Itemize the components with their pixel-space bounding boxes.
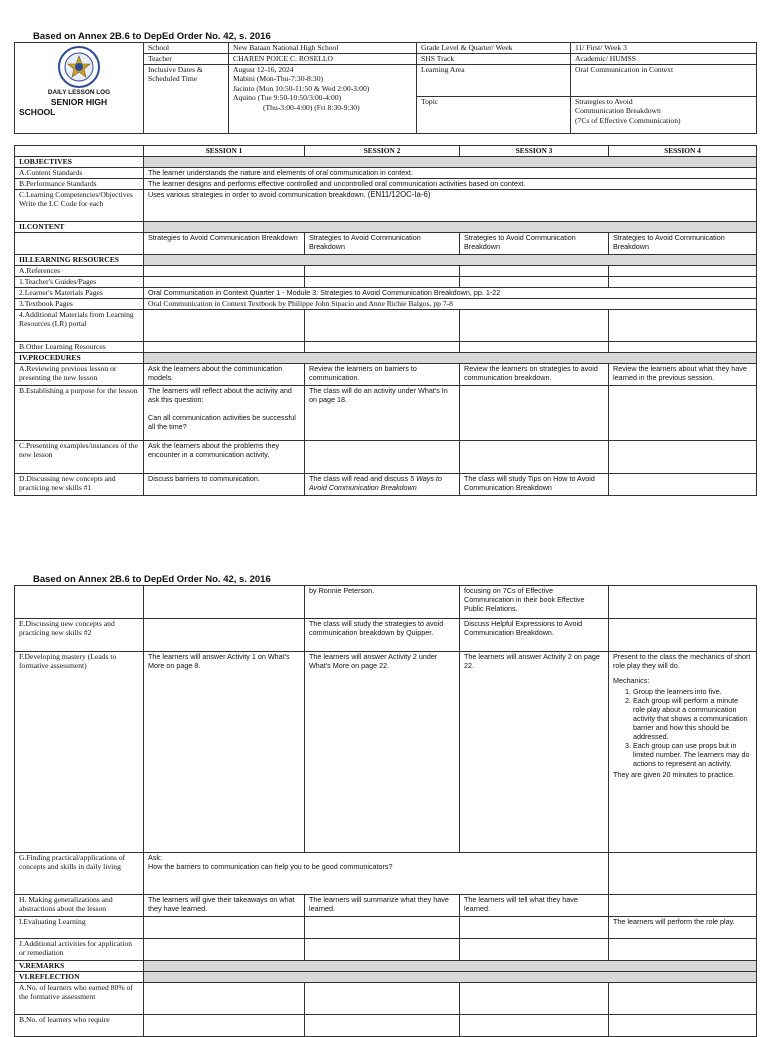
deped-seal-icon [58, 46, 100, 88]
content-s1: Strategies to Avoid Communication Breakdown [144, 233, 305, 255]
mechanics-list [613, 687, 752, 768]
procedure-f-s3: The learners will answer Activity 2 on page 22. [460, 652, 609, 853]
textbook-value: Oral Communication in Context Textbook by Philippe John Sipacio and Anne Richie Balgos, pp 7-8 [144, 299, 757, 310]
header-table [14, 42, 757, 134]
procedure-f-s4: Present to the class the mechanics of short role play they will do. Mechanics: 1. Group the learners into five. 2. Each group will perform a minute role play about a communication activity that shows a communication barrier and how this should be addressed. 3. Each group can use props but in limited number. The learners may do actions to represent an activity. They are given 20 minutes to practice. [609, 652, 757, 853]
remarks-heading: V.REMARKS [15, 961, 144, 972]
topic-label: Topic [417, 97, 571, 134]
procedure-g-value: Ask: How the barriers to communication can help you to be good communicators? [144, 853, 609, 895]
page-1 [0, 0, 768, 512]
procedure-e-s2: The class will study the strategies to avoid communication breakdown by Quipper. [305, 619, 460, 652]
reflection-heading: VI.REFLECTION [15, 972, 144, 983]
procedure-d-s2: The class will read and discuss 5 Ways to Avoid Communication Breakdown [305, 474, 460, 496]
content-heading: II.CONTENT [15, 222, 144, 233]
reflection-a-label: A.No. of learners who earned 80% of the formative assessment [15, 983, 144, 1015]
other-resources-label: B.Other Learning Resources [15, 342, 144, 353]
procedure-g-label: G.Finding practical/applications of concepts and skills in daily living [15, 853, 144, 895]
procedure-i-s4: The learners will perform the role play. [609, 917, 757, 939]
content-standards-value: The learner understands the nature and elements of oral communication in context. [144, 168, 757, 179]
objectives-heading: I.OBJECTIVES [15, 157, 144, 168]
procedure-b-s2: The class will do an activity under What's In on page 18. [305, 386, 460, 441]
textbook-label: 3.Textbook Pages [15, 299, 144, 310]
performance-standards-label: B.Performance Standards [15, 179, 144, 190]
resources-heading: III.LEARNING RESOURCES [15, 255, 144, 266]
content-s3: Strategies to Avoid Communication Breakdown [460, 233, 609, 255]
competencies-label: C.Learning Competencies/Objectives Write the LC Code for each [15, 190, 144, 222]
procedure-b-s1: The learners will reflect about the activity and ask this question: Can all communication activities be successful all the time? [144, 386, 305, 441]
mechanics-item: 3. Each group can use props but in limited number. The learners may do actions to represent an activity. [633, 741, 752, 768]
procedure-f-label: F.Developing mastery (Leads to formative assessment) [15, 652, 144, 853]
objectives-shade [144, 157, 757, 168]
lesson-table-page1 [14, 145, 757, 496]
session-3-header: SESSION 3 [460, 146, 609, 157]
track-label: SHS Track [417, 54, 571, 65]
grade-value: 11/ First/ Week 3 [571, 43, 757, 54]
teachers-guides-label: 1.Teacher's Guides/Pages [15, 277, 144, 288]
content-s4: Strategies to Avoid Communication Breakdown [609, 233, 757, 255]
grade-label: Grade Level & Quarter/ Week [417, 43, 571, 54]
area-value: Oral Communication in Context [571, 65, 757, 97]
resources-shade [144, 255, 757, 266]
school-label: School [144, 43, 229, 54]
references-label: A.References [15, 266, 144, 277]
procedure-j-label: J.Additional activities for application or remediation [15, 939, 144, 961]
reflection-shade [144, 972, 757, 983]
area-label: Learning Area [417, 65, 571, 97]
procedure-c-s1: Ask the learners about the problems they encounter in a communication activity. [144, 441, 305, 474]
mechanics-item: 1. Group the learners into five. [633, 687, 752, 696]
procedure-h-s3: The learners will tell what they have learned. [460, 895, 609, 917]
content-shade [144, 222, 757, 233]
reflection-b-label: B.No. of learners who require [15, 1015, 144, 1037]
procedure-a-s3: Review the learners on strategies to avoid communication breakdown. [460, 364, 609, 386]
procedure-h-s1: The learners will give their takeaways on what they have learned. [144, 895, 305, 917]
session-4-header: SESSION 4 [609, 146, 757, 157]
procedure-a-s1: Ask the learners about the communication models. [144, 364, 305, 386]
procedure-d-s1: Discuss barriers to communication. [144, 474, 305, 496]
school-value: New Bataan National High School [229, 43, 417, 54]
procedure-f-s1: The learners will answer Activity 1 on What's More on page 8. [144, 652, 305, 853]
procedures-heading: IV.PROCEDURES [15, 353, 144, 364]
lc-code: (EN11/12OC-Ia-6) [367, 190, 431, 199]
procedure-a-s4: Review the learners about what they have learned in the previous session. [609, 364, 757, 386]
procedure-a-s2: Review the learners on barriers to communication. [305, 364, 460, 386]
procedure-f-s2: The learners will answer Activity 2 under What's More on page 22. [305, 652, 460, 853]
track-value: Academic/ HUMSS [571, 54, 757, 65]
procedure-a-label: A.Reviewing previous lesson or presenting the new lesson [15, 364, 144, 386]
blank-corner [15, 146, 144, 157]
session-1-header: SESSION 1 [144, 146, 305, 157]
performance-standards-value: The learner designs and performs effective controlled and uncontrolled oral communication activities based on context. [144, 179, 757, 190]
procedure-d-s3-cont: focusing on 7Cs of Effective Communication in their book Effective Public Relations. [460, 586, 609, 619]
topic-value: Strategies to Avoid Communication Breakdown (7Cs of Effective Communication) [571, 97, 757, 134]
procedure-i-label: I.Evaluating Learning [15, 917, 144, 939]
learners-materials-label: 2.Learner's Materials Pages [15, 288, 144, 299]
procedure-d-label: D.Discussing new concepts and practicing new skills #1 [15, 474, 144, 496]
shs-label-1: SENIOR HIGH [50, 97, 108, 107]
procedure-d-s3: The class will study Tips on How to Avoid Communication Breakdown [460, 474, 609, 496]
remarks-shade [144, 961, 757, 972]
logo-cell [15, 43, 144, 134]
dates-label: Inclusive Dates & Scheduled Time [144, 65, 229, 134]
procedure-h-s2: The learners will summarize what they have learned. [305, 895, 460, 917]
page-2 [0, 566, 768, 1024]
content-blank [15, 233, 144, 255]
procedure-d-s2-cont: by Ronnie Peterson. [305, 586, 460, 619]
procedures-shade [144, 353, 757, 364]
shs-label-2: SCHOOL [19, 107, 56, 118]
procedure-c-label: C.Presenting examples/instances of the new lesson [15, 441, 144, 474]
competencies-value: Uses various strategies in order to avoid communication breakdown. (EN11/12OC-Ia-6) [144, 190, 757, 222]
teacher-value: CHAREN POICE C. ROSELLO [229, 54, 417, 65]
teacher-label: Teacher [144, 54, 229, 65]
dll-label: DAILY LESSON LOG [47, 89, 111, 96]
mechanics-item: 2. Each group will perform a minute role play about a communication activity that shows a communication barrier and how this should be addressed. [633, 696, 752, 741]
document-header-title-2: Based on Annex 2B.6 to DepEd Order No. 42, s. 2016 [33, 574, 271, 585]
content-standards-label: A.Content Standards [15, 168, 144, 179]
procedure-e-s3: Discuss Helpful Expressions to Avoid Communication Breakdown. [460, 619, 609, 652]
procedure-b-label: B.Establishing a purpose for the lesson [15, 386, 144, 441]
procedure-e-label: E.Discussing new concepts and practicing new skills #2 [15, 619, 144, 652]
learners-materials-value: Oral Communication in Context Quarter 1 - Module 3: Strategies to Avoid Communication Breakdown, pp. 1-22 [144, 288, 757, 299]
additional-materials-label: 4.Additional Materials from Learning Resources (LR) portal [15, 310, 144, 342]
session-2-header: SESSION 2 [305, 146, 460, 157]
dates-value: August 12-16, 2024 Mabini (Mon-Thu-7:30-8:30) Jacinto (Mon 10:50-11:50 & Wed 2:00-3:00) Aquino (Tue 9:50-10:50/3:00-4:00) (Thu-3:00-4:00) (Fri 8:30-9:30) [229, 65, 417, 134]
content-s2: Strategies to Avoid Communication Breakdown [305, 233, 460, 255]
lesson-table-page2 [14, 585, 757, 1037]
document-header-title: Based on Annex 2B.6 to DepEd Order No. 42, s. 2016 [33, 31, 271, 42]
procedure-h-label: H. Making generalizations and abstractions about the lesson [15, 895, 144, 917]
